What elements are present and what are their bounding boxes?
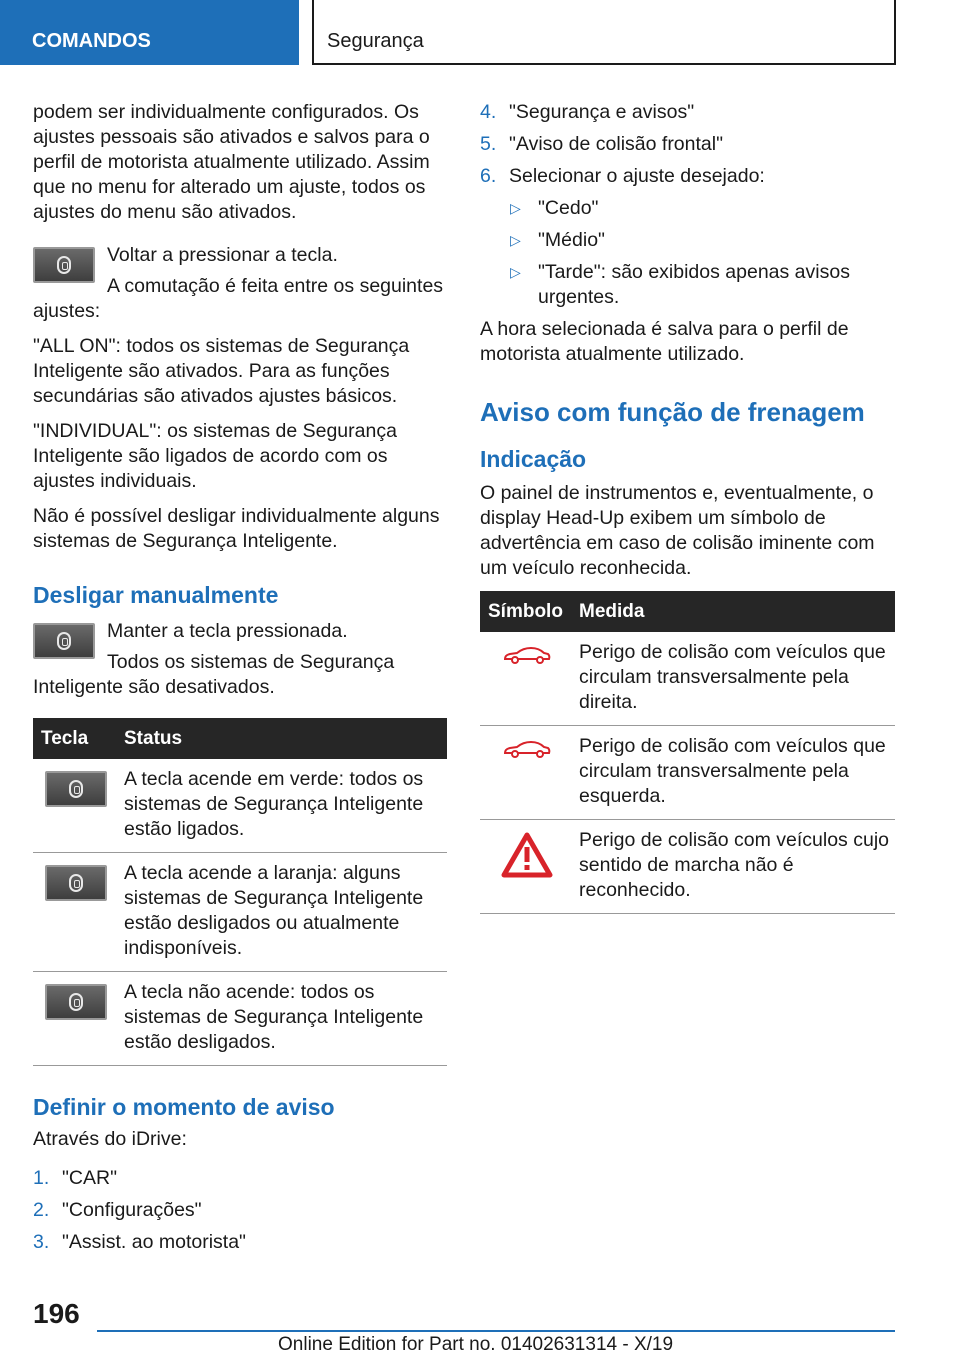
measure-text: Perigo de colisão com veículos cujo sentido de marcha não é reconhecido. — [571, 820, 895, 914]
list-item: 6. Selecionar o ajuste desejado: — [480, 165, 765, 187]
indication-heading: Indicação — [480, 446, 587, 472]
safety-button-off-icon — [45, 984, 107, 1020]
table-row — [33, 972, 447, 1066]
press-again-text: Voltar a pressionar a tecla. — [107, 244, 338, 266]
all-off-text: Todos os sistemas de Segurança Inteligente são desativados. — [33, 651, 395, 698]
steps-list-left — [33, 1166, 447, 1255]
status-table — [33, 718, 447, 1066]
symbol-table — [480, 591, 895, 914]
warning-triangle-icon — [501, 832, 553, 878]
red-car-icon — [502, 738, 552, 760]
left-column — [33, 100, 447, 1262]
triangle-bullet-icon: ▷ — [510, 264, 521, 280]
list-item: ▷ "Médio" — [510, 229, 605, 251]
status-text: A tecla acende em verde: todos os sistemas de Segurança Inteligente estão ligados. — [116, 759, 447, 853]
section-title: COMANDOS — [32, 30, 151, 52]
list-item: 2. "Configurações" — [33, 1199, 202, 1221]
right-column — [480, 100, 895, 914]
manual-off-heading: Desligar manualmente — [33, 582, 279, 608]
triangle-bullet-icon: ▷ — [510, 200, 521, 216]
table-row — [33, 759, 447, 853]
status-table-header-status: Status — [116, 718, 447, 759]
status-text: A tecla acende a laranja: alguns sistemas de Segurança Inteligente estão desligados ou atualmente indisponíveis. — [116, 853, 447, 972]
list-item: 1. "CAR" — [33, 1167, 118, 1189]
table-row — [33, 853, 447, 972]
page-number: 196 — [33, 1298, 80, 1329]
safety-button-green-icon — [45, 771, 107, 807]
measure-text: Perigo de colisão com veículos que circulam transversalmente pela esquerda. — [571, 726, 895, 820]
footer-edition: Online Edition for Part no. 01402631314 - X/19 — [278, 1334, 674, 1355]
intro-paragraph: podem ser individualmente configurados. Os ajustes pessoais são ativados e salvos para o perfil de motorista atualmente utilizado. Assim que no menu for alterado um ajuste, todos os ajustes do menu são ativados. — [33, 101, 430, 223]
status-table-header-key: Tecla — [33, 718, 116, 759]
list-item: 3. "Assist. ao motorista" — [33, 1231, 246, 1253]
status-text: A tecla não acende: todos os sistemas de Segurança Inteligente estão desligados. — [116, 972, 447, 1066]
switch-info-text: A comutação é feita entre os seguintes ajustes: — [33, 275, 444, 322]
red-car-icon — [502, 644, 552, 666]
measure-text: Perigo de colisão com veículos que circulam transversalmente pela direita. — [571, 632, 895, 726]
safety-button-orange-icon — [45, 865, 107, 901]
hold-key-line — [33, 619, 447, 700]
press-again-line — [33, 243, 447, 324]
footer-divider — [97, 1330, 895, 1332]
hold-key-text: Manter a tecla pressionada. — [107, 620, 348, 642]
list-item: ▷ "Tarde": são exibidos apenas avisos urgentes. — [510, 261, 850, 308]
via-idrive-text: Através do iDrive: — [33, 1128, 187, 1150]
warning-time-heading: Definir o momento de aviso — [33, 1094, 335, 1120]
table-row — [480, 726, 895, 820]
safety-button-icon — [33, 247, 95, 283]
header-chapter-tab — [312, 0, 896, 65]
saved-info-paragraph: A hora selecionada é salva para o perfil de motorista atualmente utilizado. — [480, 318, 849, 365]
individual-paragraph: "INDIVIDUAL": os sistemas de Segurança Inteligente são ligados de acordo com os ajustes individuais. — [33, 420, 397, 492]
symbol-table-header-measure: Medida — [571, 591, 895, 632]
list-item: 4. "Segurança e avisos" — [480, 101, 695, 123]
all-on-paragraph: "ALL ON": todos os sistemas de Segurança Inteligente são ativados. Para as funções secundárias são ativados ajustes básicos. — [33, 335, 410, 407]
options-list — [480, 196, 895, 310]
safety-button-icon — [33, 623, 95, 659]
table-row — [480, 820, 895, 914]
indication-paragraph: O painel de instrumentos e, eventualmente, o display Head-Up exibem um símbolo de advertência em caso de colisão iminente com um veículo reconhecida. — [480, 482, 875, 579]
list-item: 5. "Aviso de colisão frontal" — [480, 133, 724, 155]
symbol-table-header-symbol: Símbolo — [480, 591, 571, 632]
chapter-title: Segurança — [327, 30, 424, 52]
steps-list-right — [480, 100, 895, 189]
list-item: ▷ "Cedo" — [510, 197, 599, 219]
brake-warning-heading: Aviso com função de frenagem — [480, 397, 865, 427]
header-section-tab — [0, 0, 299, 65]
triangle-bullet-icon: ▷ — [510, 232, 521, 248]
not-possible-paragraph: Não é possível desligar individualmente alguns sistemas de Segurança Inteligente. — [33, 505, 440, 552]
table-row — [480, 632, 895, 726]
